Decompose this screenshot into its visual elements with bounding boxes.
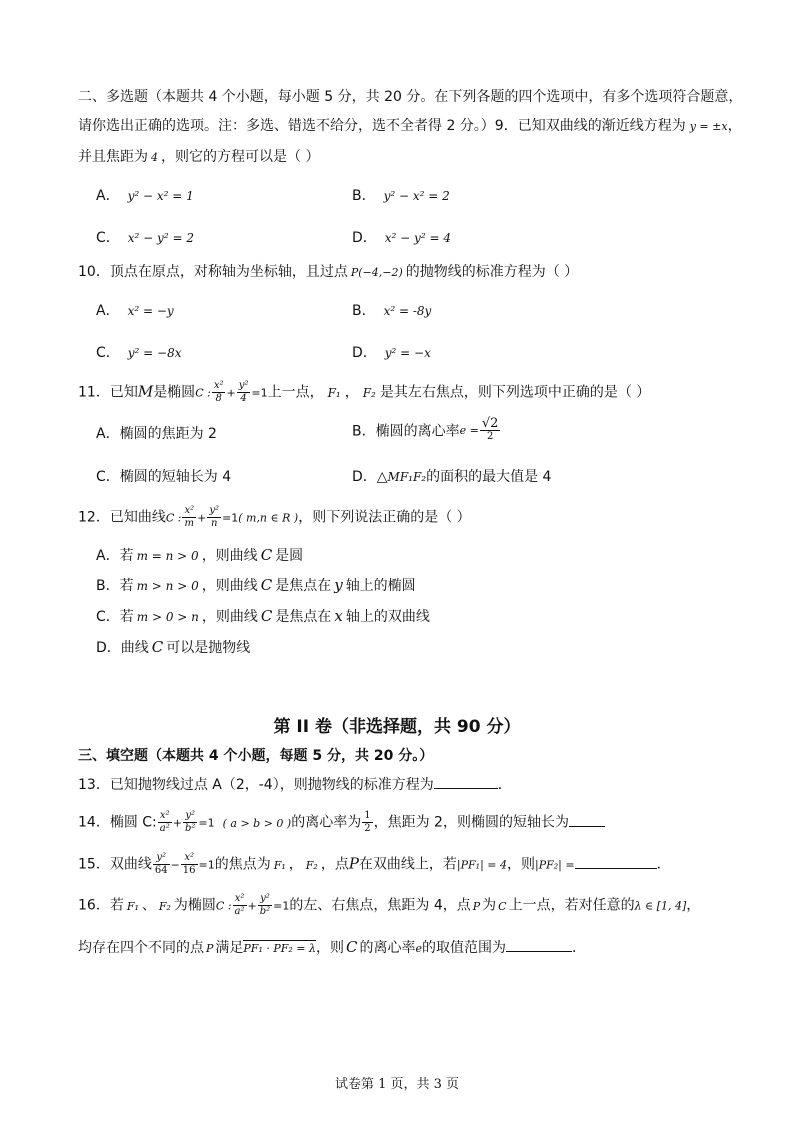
q16-line2-mid3: 的离心率: [359, 940, 416, 956]
equals: =1: [273, 899, 290, 913]
q10-stem: [78, 262, 578, 283]
q12-text: 12．已知曲线: [78, 509, 166, 526]
q15-text-mid: 的焦点为: [214, 856, 271, 873]
equals: =1: [198, 858, 215, 872]
denominator: b²: [184, 823, 196, 834]
fraction: [233, 893, 247, 918]
q11-text-mid2: 上一点，: [267, 384, 324, 401]
q10-option-b[interactable]: [352, 300, 431, 320]
focus-f2: F₂: [158, 899, 171, 913]
numerator: y²: [183, 810, 197, 823]
q16-line2-post: 的取值范围为: [421, 940, 506, 956]
q11-option-c[interactable]: [96, 466, 231, 486]
curve-c: C: [260, 546, 273, 564]
q16-end1: ，: [686, 897, 701, 914]
vector-dot-product: PF₁ · PF₂ = λ: [243, 942, 316, 955]
q9-option-a[interactable]: [96, 185, 194, 205]
answer-blank[interactable]: [569, 812, 605, 827]
q11-stem: [78, 380, 650, 405]
fraction: [237, 380, 251, 405]
q15-text-mid3: 在双曲线上，若: [358, 856, 457, 873]
q16-text-mid3: 为: [482, 897, 497, 914]
plus-sign: +: [226, 386, 236, 400]
q16-text: 16．若: [78, 897, 124, 914]
numerator: 1: [364, 810, 371, 821]
equals: =1: [222, 511, 239, 525]
numerator: y²: [238, 380, 249, 391]
part2-title: 第 II 卷（非选择题，共 90 分）: [273, 717, 521, 737]
denominator: a²: [159, 823, 170, 834]
point-p: P: [206, 942, 214, 955]
condition: ( a > b > 0 ): [222, 816, 292, 830]
option-text: A．椭圆的焦距为 2: [96, 426, 217, 442]
q15-end: ．: [656, 856, 671, 873]
section2-heading: 二、多选题（本题共 4 个小题，每小题 5 分，共 20 分。在下列各题的四个选项中，有多个选项符合题意，: [78, 89, 743, 105]
q9-option-d[interactable]: [352, 227, 451, 247]
option-text: B．椭圆的离心率: [352, 423, 460, 440]
equals: =1: [198, 816, 215, 830]
fraction: [207, 505, 221, 530]
focus-f1: F₁: [126, 899, 139, 913]
point-p: P: [348, 854, 359, 873]
option-text: D．曲线: [96, 640, 149, 656]
q16-text-mid2: 的左、右焦点，焦距为 4，点: [289, 897, 471, 914]
q14-text-post: ，焦距为 2，则椭圆的短轴长为: [373, 814, 569, 831]
q16-line2: [78, 937, 586, 959]
denominator: 16: [182, 865, 196, 876]
q16-text-mid: 为椭圆: [173, 897, 216, 914]
q14-text-mid: 的离心率为: [291, 814, 362, 831]
q12-option-b[interactable]: [96, 575, 416, 595]
plus-sign: +: [197, 511, 207, 525]
q12-text-post: ，则下列说法正确的是（ ）: [298, 509, 471, 526]
option-text: ，则曲线: [201, 548, 258, 564]
triangle-mf1f2: MF₁F₂: [387, 470, 427, 484]
numerator: y²: [209, 505, 219, 516]
q16-line2-text: 均存在四个不同的点: [78, 940, 204, 956]
q16-line2-mid2: ，则: [315, 940, 344, 956]
curve-c: C: [260, 576, 273, 594]
option-text: C．若: [96, 609, 134, 625]
condition: ( m,n ∈ R ): [238, 511, 299, 525]
numerator: x²: [213, 380, 224, 391]
q10-text: 10．顶点在原点，对称轴为坐标轴，且过点: [78, 264, 348, 280]
option-math: m > n > 0: [136, 579, 199, 593]
page-footer: 试卷第 1 页，共 3 页: [334, 1077, 460, 1092]
option-text: ，则曲线: [201, 609, 258, 625]
q15: [78, 852, 671, 877]
fraction: [480, 418, 501, 443]
separator: ，: [288, 856, 303, 873]
curve-c: C :: [165, 511, 182, 525]
minus-sign: −: [170, 858, 180, 872]
lambda-range: λ ∈ [1, 4]: [634, 899, 687, 913]
numerator: x²: [184, 505, 195, 516]
curve-c: C: [260, 607, 273, 625]
section2-line3-text: 并且焦距为: [78, 149, 148, 165]
denominator: 4: [240, 393, 247, 404]
plus-sign: +: [247, 899, 257, 913]
q11-option-b[interactable]: [352, 418, 501, 443]
separator: 、: [141, 897, 156, 914]
focus-f2: F₂: [362, 385, 376, 400]
q10-option-d[interactable]: [352, 342, 431, 362]
option-label: C．: [96, 345, 120, 361]
section2-line2-text: 请你选出正确的选项。注：多选、错选不给分，选不全者得 2 分。）9．已知双曲线的渐近线方程为: [78, 118, 686, 134]
q10-option-c[interactable]: [96, 342, 182, 362]
fraction: [158, 810, 172, 835]
focus-f1: F₁: [327, 385, 341, 400]
separator: ，: [344, 384, 359, 401]
numerator: x²: [158, 810, 172, 823]
q10-text-post: 的抛物线的标准方程为（ ）: [405, 264, 579, 280]
q12-option-d[interactable]: [96, 637, 250, 657]
section2-line1: [78, 87, 742, 107]
curve-c: C: [498, 899, 507, 913]
q11-text-mid: 是椭圆: [153, 384, 196, 401]
option-label: A．: [96, 303, 120, 319]
fraction: [182, 505, 196, 530]
option-text-post: 的面积的最大值是 4: [426, 469, 552, 485]
q9-option-b[interactable]: [352, 185, 450, 205]
denominator: a²: [234, 906, 245, 917]
option-text: 是圆: [275, 548, 304, 564]
q11-text-post: 是其左右焦点，则下列选项中正确的是（ ）: [379, 384, 651, 401]
comma: ，: [727, 118, 742, 134]
answer-blank[interactable]: [434, 774, 498, 789]
q13-text: 13．已知抛物线过点 A（2，-4），则抛物线的标准方程为: [78, 777, 434, 793]
option-math: x² − y² = 2: [127, 231, 194, 245]
denominator: 2: [486, 431, 494, 442]
fraction: [183, 810, 197, 835]
fraction: [181, 852, 198, 877]
option-math: y² − x² = 1: [127, 189, 194, 203]
q13-end: ．: [497, 777, 512, 793]
option-math: x² = −y: [127, 304, 174, 318]
q16-line1: [78, 893, 700, 918]
option-text: C．椭圆的短轴长为 4: [96, 469, 232, 485]
option-label: B．: [352, 188, 376, 204]
denominator: 8: [215, 393, 222, 404]
numerator: √2: [481, 416, 499, 431]
section2-line2: [78, 116, 742, 137]
section2-line3: [78, 147, 319, 168]
q11-text: 11．已知: [78, 384, 138, 401]
option-math: m > 0 > n: [136, 610, 199, 624]
point-p: P: [472, 899, 481, 913]
option-text: 可以是抛物线: [166, 640, 251, 656]
focus-f1: F₁: [273, 858, 286, 872]
axis-y: y: [334, 576, 343, 594]
curve-c: C: [151, 638, 164, 656]
focal-distance: 4: [151, 151, 158, 164]
option-label: A．: [96, 188, 120, 204]
asymptote-eq: y = ±x: [689, 120, 728, 133]
point-m: M: [137, 382, 154, 401]
q12-option-a[interactable]: [96, 545, 303, 565]
equals: =1: [251, 386, 268, 400]
q11-option-d[interactable]: [352, 466, 551, 486]
curve-c: C: [345, 938, 358, 956]
option-label: D．: [352, 345, 377, 361]
eccentricity-e: e =: [459, 424, 479, 437]
fraction: [362, 810, 372, 835]
curve-c: C :: [215, 899, 232, 913]
denominator: b²: [259, 906, 271, 917]
denominator: 2: [364, 823, 371, 834]
option-math: x² = -8y: [383, 304, 432, 318]
numerator: y²: [258, 893, 272, 906]
q12-option-c[interactable]: [96, 606, 430, 626]
option-label: C．: [96, 230, 120, 246]
axis-x: x: [334, 607, 343, 625]
option-text: A．若: [96, 548, 134, 564]
focus-f2: F₂: [305, 858, 318, 872]
option-text: ，则曲线: [201, 578, 258, 594]
option-math: x² − y² = 4: [384, 231, 451, 245]
option-text: D．△: [352, 469, 388, 485]
abs-pf1: |PF₁| = 4: [456, 858, 507, 872]
q10-option-a[interactable]: [96, 300, 174, 320]
q11-option-a[interactable]: [96, 423, 217, 443]
option-label: B．: [352, 303, 376, 319]
fraction: [212, 380, 226, 405]
plus-sign: +: [172, 816, 182, 830]
option-math: y² − x² = 2: [383, 189, 450, 203]
denominator: m: [184, 518, 195, 529]
q16-line2-end: ．: [571, 940, 586, 956]
option-text: 是焦点在: [275, 609, 332, 625]
denominator: n: [210, 518, 218, 529]
option-text: 是焦点在: [275, 578, 332, 594]
q14: [78, 810, 605, 835]
q9-option-c[interactable]: [96, 227, 194, 247]
denominator: 64: [154, 865, 168, 876]
answer-blank[interactable]: [575, 854, 657, 869]
q15-text-mid4: ，则: [507, 856, 535, 873]
section2-line3-post: ，则它的方程可以是（ ）: [161, 149, 320, 165]
option-math: y² = −8x: [127, 346, 182, 360]
point-p: P(−4,−2): [350, 266, 403, 279]
fraction: [258, 893, 272, 918]
fraction: [153, 852, 170, 877]
eccentricity-e: e: [415, 942, 422, 955]
q15-text-mid2: ，点: [320, 856, 349, 873]
q15-text: 15．双曲线: [78, 856, 152, 873]
option-math: y² = −x: [384, 346, 431, 360]
option-math: m = n > 0: [136, 549, 199, 563]
numerator: x²: [181, 852, 198, 865]
q16-text-mid4: 上一点，若对任意的: [508, 897, 635, 914]
option-text: 轴上的双曲线: [345, 609, 430, 625]
option-text: 轴上的椭圆: [345, 578, 416, 594]
section3-heading-text: 三、填空题（本题共 4 个小题，每题 5 分，共 20 分。）: [78, 748, 434, 764]
curve-c: C :: [195, 386, 211, 400]
section3-heading: [78, 746, 433, 766]
q12-stem: [78, 505, 471, 530]
abs-pf2: |PF₂| =: [535, 858, 575, 872]
option-label: D．: [352, 230, 377, 246]
q14-text: 14．椭圆 C:: [78, 814, 157, 831]
numerator: x²: [233, 893, 247, 906]
q13: [78, 774, 512, 795]
option-text: B．若: [96, 578, 134, 594]
q16-line2-mid: 满足: [215, 940, 244, 956]
numerator: y²: [153, 852, 170, 865]
answer-blank[interactable]: [506, 937, 572, 952]
